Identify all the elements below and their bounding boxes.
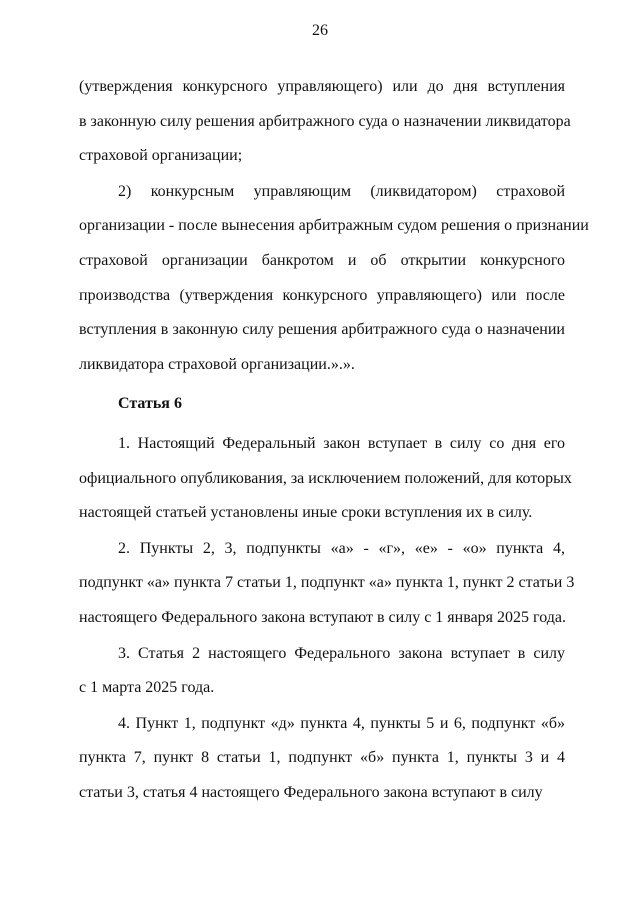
text-line: (утверждения конкурсного управляющего) или до дня вступления — [79, 78, 565, 95]
text-line: ликвидатора страховой организации.».». — [79, 355, 355, 373]
paragraph — [79, 637, 565, 706]
paragraph — [79, 532, 575, 636]
page-number: 26 — [312, 22, 328, 39]
text-line: вступления в законную силу решения арбитражного суда о назначении — [79, 321, 565, 339]
paragraph — [79, 70, 571, 174]
text-line: страховой организации банкротом и об открытии конкурсного — [79, 251, 565, 269]
document-body — [79, 70, 589, 810]
text-line: настоящей статьей установлены иные сроки вступления их в силу. — [79, 504, 533, 522]
text-line: страховой организации; — [79, 147, 243, 165]
paragraph — [79, 175, 589, 383]
text-line: пункта 7, пункт 8 статьи 1, подпункт «б» пункта 1, пункты 3 и 4 — [79, 749, 565, 767]
text-line: 2) конкурсным управляющим (ликвидатором) страховой — [118, 182, 565, 200]
article-heading: Статья 6 — [118, 395, 182, 413]
text-line: 1. Настоящий Федеральный закон вступает в силу со дня его — [118, 434, 565, 452]
text-line: статьи 3, статья 4 настоящего Федерального закона вступают в силу — [79, 783, 543, 801]
text-line: 3. Статья 2 настоящего Федерального закона вступает в силу — [118, 644, 565, 662]
text-line: производства (утверждения конкурсного управляющего) или после — [79, 286, 565, 304]
paragraph — [79, 427, 572, 531]
paragraphs-before — [79, 70, 589, 382]
paragraphs-after — [79, 427, 575, 811]
text-line: настоящего Федерального закона вступают в силу с 1 января 2025 года. — [79, 608, 566, 626]
text-line: организации - после вынесения арбитражным судом решения о признании — [79, 217, 589, 235]
text-line: подпункт «а» пункта 7 статьи 1, подпункт «а» пункта 1, пункт 2 статьи 3 — [79, 574, 575, 592]
paragraph — [79, 707, 565, 811]
text-line: 2. Пункты 2, 3, подпункты «а» - «г», «е» - «о» пункта 4, — [118, 539, 565, 557]
text-line: официального опубликования, за исключением положений, для которых — [79, 469, 572, 487]
text-line: с 1 марта 2025 года. — [79, 679, 215, 697]
text-line: в законную силу решения арбитражного суда о назначении ликвидатора — [79, 112, 571, 130]
text-line: 4. Пункт 1, подпункт «д» пункта 4, пункты 5 и 6, подпункт «б» — [118, 714, 565, 732]
